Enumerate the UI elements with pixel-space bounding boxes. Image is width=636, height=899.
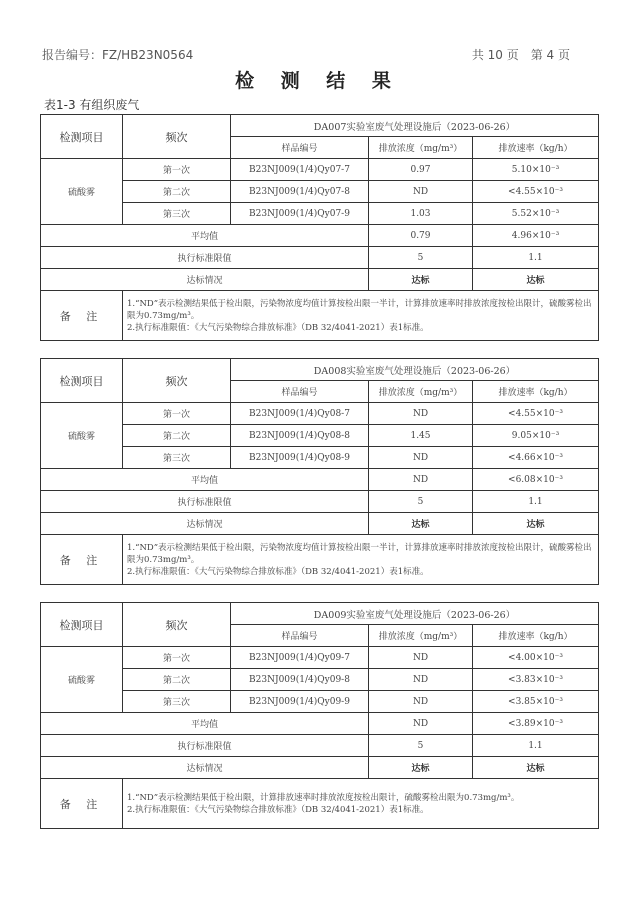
limit-label: 执行标准限值: [41, 247, 369, 269]
status-rate: 达标: [473, 757, 599, 779]
average-rate: <3.89×10⁻³: [473, 713, 599, 735]
table-row: [41, 159, 599, 181]
header-frequency: 频次: [123, 115, 231, 159]
row-concentration: ND: [369, 669, 473, 691]
row-concentration: ND: [369, 403, 473, 425]
header-rate: 排放速率（kg/h）: [473, 625, 599, 647]
row-frequency: 第一次: [123, 159, 231, 181]
facility-header: DA008实验室废气处理设施后（2023-06-26）: [231, 359, 599, 381]
note-1: 1.“ND”表示检测结果低于检出限，污染物浓度均值计算按检出限一半计，计算排放速率时排放浓度按检出限计，硫酸雾检出限为0.73mg/m³。: [127, 298, 592, 321]
notes-label: 备 注: [41, 291, 123, 341]
table-row: [41, 203, 599, 225]
row-concentration: ND: [369, 691, 473, 713]
note-2: 2.执行标准限值：《大气污染物综合排放标准》（DB 32/4041-2021）表1标准。: [127, 566, 429, 577]
status-label: 达标情况: [41, 513, 369, 535]
limit-rate: 1.1: [473, 491, 599, 513]
facility-header: DA009实验室废气处理设施后（2023-06-26）: [231, 603, 599, 625]
average-label: 平均值: [41, 469, 369, 491]
header-concentration: 排放浓度（mg/m³）: [369, 381, 473, 403]
row-sample-id: B23NJ009(1/4)Qy09-9: [231, 691, 369, 713]
row-sample-id: B23NJ009(1/4)Qy09-7: [231, 647, 369, 669]
row-frequency: 第一次: [123, 403, 231, 425]
average-concentration: 0.79: [369, 225, 473, 247]
row-rate: <3.85×10⁻³: [473, 691, 599, 713]
row-frequency: 第二次: [123, 181, 231, 203]
notes-row: [41, 535, 599, 585]
limit-label: 执行标准限值: [41, 491, 369, 513]
header-concentration: 排放浓度（mg/m³）: [369, 137, 473, 159]
limit-concentration: 5: [369, 735, 473, 757]
results-table-da009: [40, 602, 599, 829]
row-concentration: 1.45: [369, 425, 473, 447]
header-item: 检测项目: [41, 359, 123, 403]
row-sample-id: B23NJ009(1/4)Qy08-8: [231, 425, 369, 447]
status-label: 达标情况: [41, 757, 369, 779]
header-sample-id: 样品编号: [231, 625, 369, 647]
header-concentration: 排放浓度（mg/m³）: [369, 625, 473, 647]
row-rate: <3.83×10⁻³: [473, 669, 599, 691]
average-concentration: ND: [369, 469, 473, 491]
status-row: [41, 513, 599, 535]
average-rate: <6.08×10⁻³: [473, 469, 599, 491]
status-concentration: 达标: [369, 269, 473, 291]
note-1: 1.“ND”表示检测结果低于检出限，污染物浓度均值计算按检出限一半计，计算排放速率时排放浓度按检出限计，硫酸雾检出限为0.73mg/m³。: [127, 542, 592, 565]
row-rate: 9.05×10⁻³: [473, 425, 599, 447]
status-row: [41, 757, 599, 779]
pollutant-name: 硫酸雾: [41, 403, 123, 469]
average-concentration: ND: [369, 713, 473, 735]
row-frequency: 第三次: [123, 203, 231, 225]
header-rate: 排放速率（kg/h）: [473, 137, 599, 159]
row-rate: <4.55×10⁻³: [473, 403, 599, 425]
average-label: 平均值: [41, 225, 369, 247]
limit-row: [41, 491, 599, 513]
pollutant-name: 硫酸雾: [41, 647, 123, 713]
row-rate: <4.55×10⁻³: [473, 181, 599, 203]
row-concentration: 1.03: [369, 203, 473, 225]
row-sample-id: B23NJ009(1/4)Qy07-9: [231, 203, 369, 225]
header-rate: 排放速率（kg/h）: [473, 381, 599, 403]
limit-concentration: 5: [369, 247, 473, 269]
row-sample-id: B23NJ009(1/4)Qy07-8: [231, 181, 369, 203]
average-row: [41, 713, 599, 735]
limit-concentration: 5: [369, 491, 473, 513]
row-sample-id: B23NJ009(1/4)Qy07-7: [231, 159, 369, 181]
table-row: [41, 669, 599, 691]
limit-rate: 1.1: [473, 735, 599, 757]
notes-content: [123, 291, 599, 341]
note-2: 2.执行标准限值：《大气污染物综合排放标准》（DB 32/4041-2021）表1标准。: [127, 322, 429, 333]
notes-row: [41, 779, 599, 829]
row-frequency: 第一次: [123, 647, 231, 669]
row-rate: 5.10×10⁻³: [473, 159, 599, 181]
status-rate: 达标: [473, 513, 599, 535]
average-rate: 4.96×10⁻³: [473, 225, 599, 247]
header-sample-id: 样品编号: [231, 137, 369, 159]
note-1: 1.“ND”表示检测结果低于检出限，计算排放速率时排放浓度按检出限计，硫酸雾检出限为0.73mg/m³。: [127, 792, 520, 803]
results-table-da008: [40, 358, 599, 585]
header-frequency: 频次: [123, 359, 231, 403]
status-row: [41, 269, 599, 291]
status-rate: 达标: [473, 269, 599, 291]
average-label: 平均值: [41, 713, 369, 735]
pollutant-name: 硫酸雾: [41, 159, 123, 225]
page-title: 检 测 结 果: [235, 70, 401, 92]
header-frequency: 频次: [123, 603, 231, 647]
row-sample-id: B23NJ009(1/4)Qy08-7: [231, 403, 369, 425]
header-sample-id: 样品编号: [231, 381, 369, 403]
table-row: [41, 425, 599, 447]
limit-rate: 1.1: [473, 247, 599, 269]
row-rate: 5.52×10⁻³: [473, 203, 599, 225]
row-sample-id: B23NJ009(1/4)Qy08-9: [231, 447, 369, 469]
average-row: [41, 469, 599, 491]
row-concentration: ND: [369, 181, 473, 203]
row-sample-id: B23NJ009(1/4)Qy09-8: [231, 669, 369, 691]
header-item: 检测项目: [41, 115, 123, 159]
notes-label: 备 注: [41, 779, 123, 829]
row-frequency: 第二次: [123, 425, 231, 447]
status-label: 达标情况: [41, 269, 369, 291]
table-row: [41, 181, 599, 203]
notes-content: [123, 779, 599, 829]
row-frequency: 第三次: [123, 691, 231, 713]
header-item: 检测项目: [41, 603, 123, 647]
row-rate: <4.66×10⁻³: [473, 447, 599, 469]
row-frequency: 第二次: [123, 669, 231, 691]
notes-content: [123, 535, 599, 585]
limit-row: [41, 247, 599, 269]
notes-row: [41, 291, 599, 341]
notes-label: 备 注: [41, 535, 123, 585]
row-frequency: 第三次: [123, 447, 231, 469]
limit-label: 执行标准限值: [41, 735, 369, 757]
row-concentration: ND: [369, 447, 473, 469]
average-row: [41, 225, 599, 247]
table-row: [41, 403, 599, 425]
facility-header: DA007实验室废气处理设施后（2023-06-26）: [231, 115, 599, 137]
status-concentration: 达标: [369, 513, 473, 535]
page-info: 共 10 页 第 4 页: [471, 48, 570, 62]
row-concentration: ND: [369, 647, 473, 669]
row-concentration: 0.97: [369, 159, 473, 181]
results-table-da007: [40, 114, 599, 341]
report-number: 报告编号：FZ/HB23N0564: [42, 48, 194, 62]
table-row: [41, 447, 599, 469]
table-caption: 表1-3 有组织废气: [44, 98, 140, 112]
table-row: [41, 691, 599, 713]
row-rate: <4.00×10⁻³: [473, 647, 599, 669]
note-2: 2.执行标准限值：《大气污染物综合排放标准》（DB 32/4041-2021）表1标准。: [127, 804, 429, 815]
table-row: [41, 647, 599, 669]
limit-row: [41, 735, 599, 757]
status-concentration: 达标: [369, 757, 473, 779]
